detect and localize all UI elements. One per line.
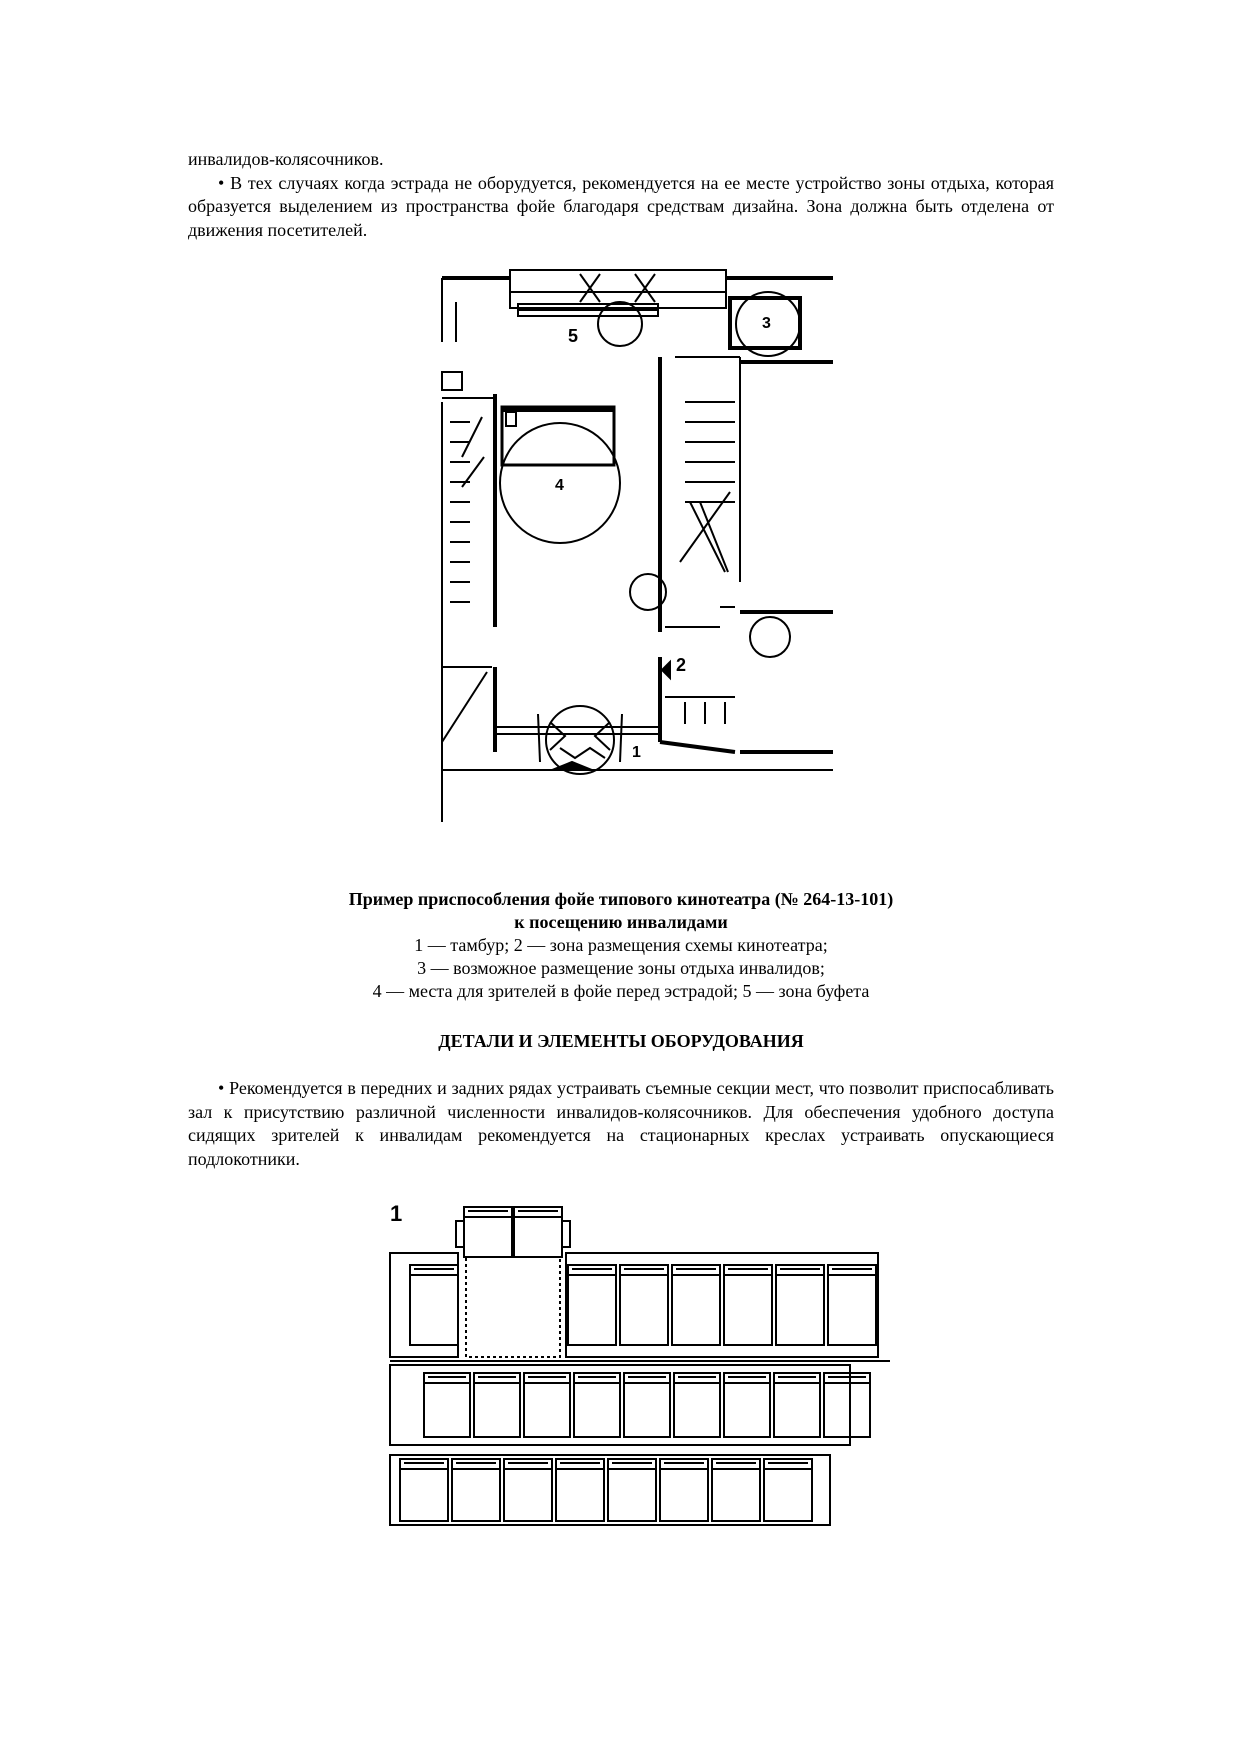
caption-title-line-2: к посещению инвалидами	[514, 912, 728, 932]
intro-text	[188, 148, 1054, 242]
intro-line: инвалидов-колясочников.	[188, 149, 384, 169]
intro-paragraph: • В тех случаях когда эстрада не оборудуется, рекомендуется на ее месте устройство зоны отдыха, которая образуется выделением из пространства фойе благодаря средствам дизайна. Зона должна быть отделена от движения посетителей.	[188, 172, 1054, 240]
caption-title-line-1: Пример приспособления фойе типового кинотеатра (№ 264-13-101)	[348, 889, 894, 909]
seating-figure-label: 1	[390, 1201, 403, 1226]
plan-label-1: 1	[632, 744, 641, 761]
plan-label-4: 4	[555, 477, 564, 494]
section-paragraph: • Рекомендуется в передних и задних рядах устраивать съемные секции мест, что позволит приспосабливать зал к присутствию различной численности инвалидов-колясочников. Для обеспечения удобного доступа сидящих зрителей к инвалидам рекомендуется на стационарных креслах устраивать опускающиеся подлокотники.	[188, 1078, 1054, 1169]
figure-caption	[188, 888, 1054, 1003]
caption-line-2: 3 — возможное размещение зоны отдыха инвалидов;	[417, 958, 825, 978]
foyer-plan-drawing	[440, 262, 835, 872]
caption-line-3: 4 — места для зрителей в фойе перед эстрадой; 5 — зона буфета	[372, 981, 870, 1001]
section-heading: ДЕТАЛИ И ЭЛЕМЕНТЫ ОБОРУДОВАНИЯ	[438, 1031, 804, 1051]
plan-label-5: 5	[568, 326, 579, 346]
plan-label-3: 3	[762, 315, 771, 332]
caption-line-1: 1 — тамбур; 2 — зона размещения схемы кинотеатра;	[414, 935, 828, 955]
seating-rows-drawing	[390, 1195, 900, 1520]
plan-label-2: 2	[676, 655, 687, 675]
